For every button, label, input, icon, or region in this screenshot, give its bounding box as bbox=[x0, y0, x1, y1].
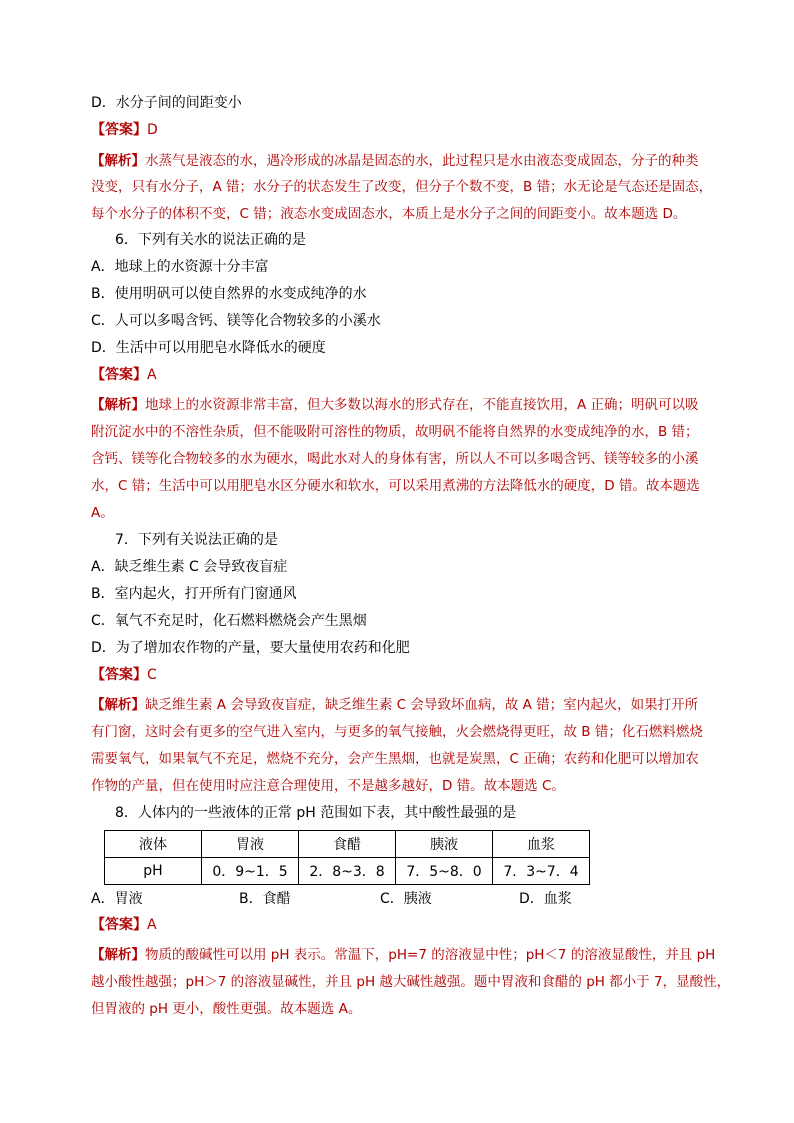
q8-option-c: C．胰液 bbox=[380, 891, 432, 907]
table-row bbox=[105, 858, 590, 885]
q6-stem: 6．下列有关水的说法正确的是 bbox=[115, 232, 306, 248]
answer-tag: 【答案】 bbox=[91, 122, 147, 138]
answer-value: A bbox=[147, 917, 157, 933]
ph-table bbox=[104, 830, 590, 885]
table-header-row bbox=[105, 831, 590, 858]
analysis-tag: 【解析】 bbox=[91, 397, 145, 413]
q6-option-c: C．人可以多喝含钙、镁等化合物较多的小溪水 bbox=[91, 313, 381, 329]
answer-value: C bbox=[147, 667, 157, 683]
q7-analysis-line-4: 作物的产量，但在使用时应注意合理使用，不是越多越好，D 错。故本题选 C。 bbox=[91, 778, 565, 794]
q8-answer bbox=[91, 912, 157, 938]
q7-analysis-line-3: 需要氧气，如果氧气不充足，燃烧不充分，会产生黑烟，也就是炭黑，C 正确；农药和化肥可以增加农 bbox=[91, 751, 699, 767]
analysis-text: 地球上的水资源非常丰富，但大多数以海水的形式存在，不能直接饮用，A 正确；明矾可以吸 bbox=[145, 397, 699, 413]
table-cell: 7．3~7．4 bbox=[493, 858, 590, 885]
q8-options bbox=[91, 886, 721, 912]
q7-option-a: A．缺乏维生素 C 会导致夜盲症 bbox=[91, 559, 288, 575]
q8-stem: 8．人体内的一些液体的正常 pH 范围如下表，其中酸性最强的是 bbox=[115, 805, 517, 821]
analysis-text: 水蒸气是液态的水，遇冷形成的冰晶是固态的水，此过程只是水由液态变成固态，分子的种类 bbox=[145, 153, 699, 169]
q7-option-d: D．为了增加农作物的产量，要大量使用农药和化肥 bbox=[91, 640, 410, 656]
q8-analysis-line-2: 越小酸性越强；pH＞7 的溶液显碱性，并且 pH 越大碱性越强。题中胃液和食醋的 pH 都小于 7，显酸性， bbox=[91, 974, 731, 990]
q6-option-d: D．生活中可以用肥皂水降低水的硬度 bbox=[91, 340, 326, 356]
q6-analysis-line-1 bbox=[91, 392, 699, 418]
table-cell: 胃液 bbox=[202, 831, 299, 858]
q5-analysis-line-3: 每个水分子的体积不变，C 错；液态水变成固态水，本质上是水分子之间的间距变小。故本题选 D。 bbox=[91, 206, 687, 222]
q6-analysis-line-2: 附沉淀水中的不溶性杂质，但不能吸附可溶性的物质，故明矾不能将自然界的水变成纯净的水，B 错； bbox=[91, 424, 699, 440]
answer-tag: 【答案】 bbox=[91, 367, 147, 383]
q8-option-d: D．血浆 bbox=[519, 891, 572, 907]
answer-tag: 【答案】 bbox=[91, 667, 147, 683]
table-cell: 食醋 bbox=[299, 831, 396, 858]
q7-analysis-line-1 bbox=[91, 692, 698, 718]
table-cell: pH bbox=[105, 858, 202, 885]
analysis-tag: 【解析】 bbox=[91, 697, 145, 713]
table-cell: 液体 bbox=[105, 831, 202, 858]
q6-analysis-line-3: 含钙、镁等化合物较多的水为硬水，喝此水对人的身体有害，所以人不可以多喝含钙、镁等较多的小溪 bbox=[91, 451, 699, 467]
q5-option-d: D．水分子间的间距变小 bbox=[91, 95, 242, 111]
q8-option-b: B．食醋 bbox=[239, 891, 291, 907]
q5-analysis-line-1 bbox=[91, 148, 699, 174]
q8-option-a: A．胃液 bbox=[91, 891, 143, 907]
q8-analysis-line-1 bbox=[91, 942, 715, 968]
analysis-tag: 【解析】 bbox=[91, 153, 145, 169]
q7-stem: 7．下列有关说法正确的是 bbox=[115, 532, 278, 548]
q7-answer bbox=[91, 662, 157, 688]
table-cell: 0．9~1．5 bbox=[202, 858, 299, 885]
answer-value: A bbox=[147, 367, 157, 383]
q5-answer bbox=[91, 117, 158, 143]
q7-option-c: C．氧气不充足时，化石燃料燃烧会产生黑烟 bbox=[91, 613, 367, 629]
q8-analysis-line-3: 但胃液的 pH 更小，酸性更强。故本题选 A。 bbox=[91, 1001, 362, 1017]
answer-tag: 【答案】 bbox=[91, 917, 147, 933]
q6-option-b: B．使用明矾可以使自然界的水变成纯净的水 bbox=[91, 286, 367, 302]
analysis-text: 缺乏维生素 A 会导致夜盲症，缺乏维生素 C 会导致坏血病，故 A 错；室内起火，如果打开所 bbox=[145, 697, 699, 713]
q6-answer bbox=[91, 362, 157, 388]
q5-analysis-line-2: 没变，只有水分子，A 错；水分子的状态发生了改变，但分子个数不变，B 错；水无论是气态还是固态， bbox=[91, 179, 713, 195]
table-cell: 7．5~8．0 bbox=[396, 858, 493, 885]
q7-option-b: B．室内起火，打开所有门窗通风 bbox=[91, 586, 297, 602]
q6-option-a: A．地球上的水资源十分丰富 bbox=[91, 259, 269, 275]
analysis-text: 物质的酸碱性可以用 pH 表示。常温下，pH=7 的溶液显中性；pH＜7 的溶液显酸性，并且 pH bbox=[145, 947, 716, 963]
table-cell: 血浆 bbox=[493, 831, 590, 858]
table-cell: 胰液 bbox=[396, 831, 493, 858]
q7-analysis-line-2: 有门窗，这时会有更多的空气进入室内，与更多的氧气接触，火会燃烧得更旺，故 B 错；化石燃料燃烧 bbox=[91, 724, 703, 740]
q6-analysis-line-4: 水，C 错；生活中可以用肥皂水区分硬水和软水，可以采用煮沸的方法降低水的硬度，D 错。故本题选 bbox=[91, 478, 700, 494]
answer-value: D bbox=[147, 122, 158, 138]
q6-analysis-line-5: A。 bbox=[91, 505, 114, 521]
table-cell: 2．8~3．8 bbox=[299, 858, 396, 885]
analysis-tag: 【解析】 bbox=[91, 947, 145, 963]
